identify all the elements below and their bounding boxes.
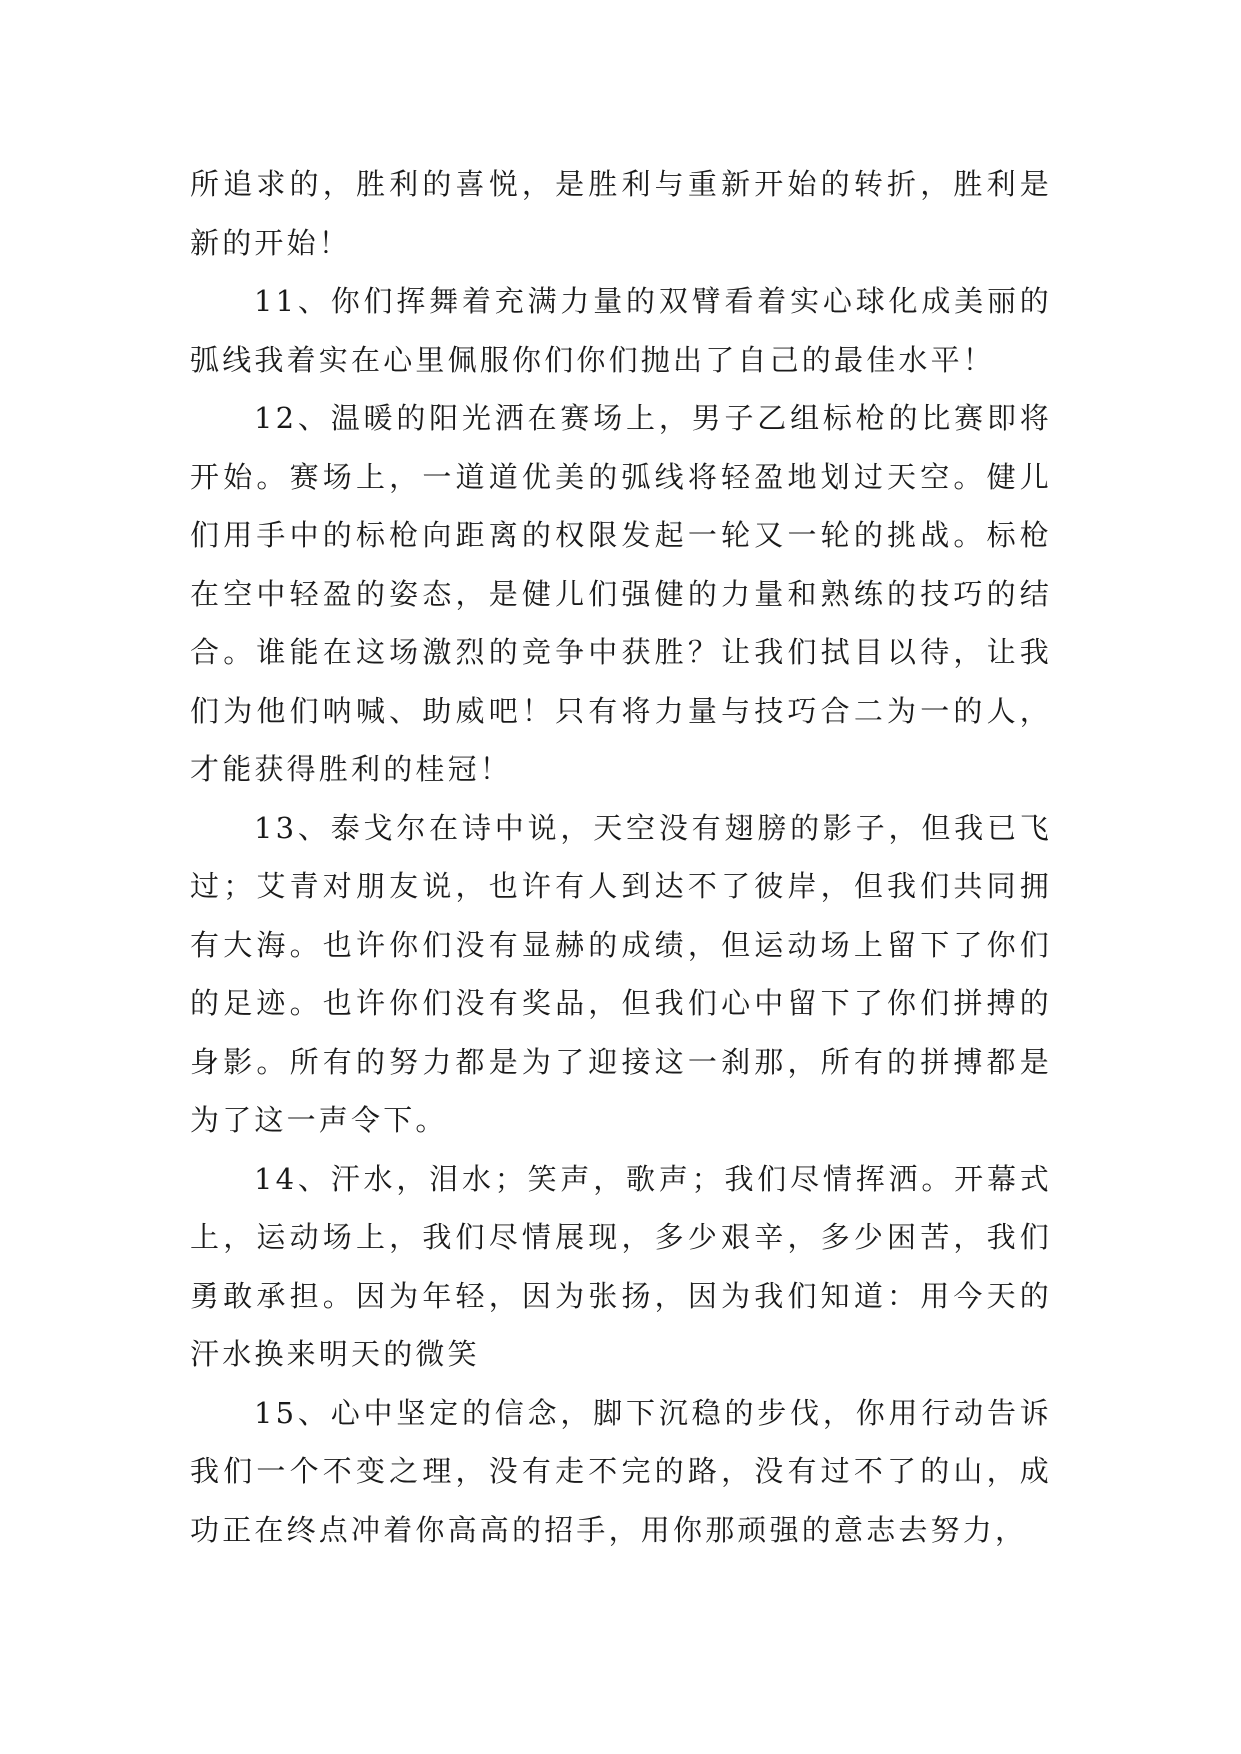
document-body [190, 155, 1052, 1559]
paragraph-item-14: 14、汗水，泪水；笑声，歌声；我们尽情挥洒。开幕式上，运动场上，我们尽情展现，多少艰辛，多少困苦，我们勇敢承担。因为年轻，因为张扬，因为我们知道：用今天的汗水换来明天的微笑 [190, 1161, 1052, 1371]
paragraph-item-15: 15、心中坚定的信念，脚下沉稳的步伐，你用行动告诉我们一个不变之理，没有走不完的路，没有过不了的山，成功正在终点冲着你高高的招手，用你那顽强的意志去努力， [190, 1395, 1052, 1547]
paragraph-item-13: 13、泰戈尔在诗中说，天空没有翅膀的影子，但我已飞过；艾青对朋友说，也许有人到达不了彼岸，但我们共同拥有大海。也许你们没有显赫的成绩，但运动场上留下了你们的足迹。也许你们没有奖品，但我们心中留下了你们拼搏的身影。所有的努力都是为了迎接这一刹那，所有的拼搏都是为了这一声令下。 [190, 810, 1052, 1137]
paragraph-continuation: 所追求的，胜利的喜悦，是胜利与重新开始的转折，胜利是新的开始！ [190, 167, 1052, 260]
paragraph-item-12: 12、温暖的阳光洒在赛场上，男子乙组标枪的比赛即将开始。赛场上，一道道优美的弧线将轻盈地划过天空。健儿们用手中的标枪向距离的权限发起一轮又一轮的挑战。标枪在空中轻盈的姿态，是健儿们强健的力量和熟练的技巧的结合。谁能在这场激烈的竞争中获胜？让我们拭目以待，让我们为他们呐喊、助威吧！只有将力量与技巧合二为一的人，才能获得胜利的桂冠！ [190, 401, 1052, 786]
paragraph-item-11: 11、你们挥舞着充满力量的双臂看着实心球化成美丽的弧线我着实在心里佩服你们你们抛出了自己的最佳水平！ [190, 284, 1052, 377]
